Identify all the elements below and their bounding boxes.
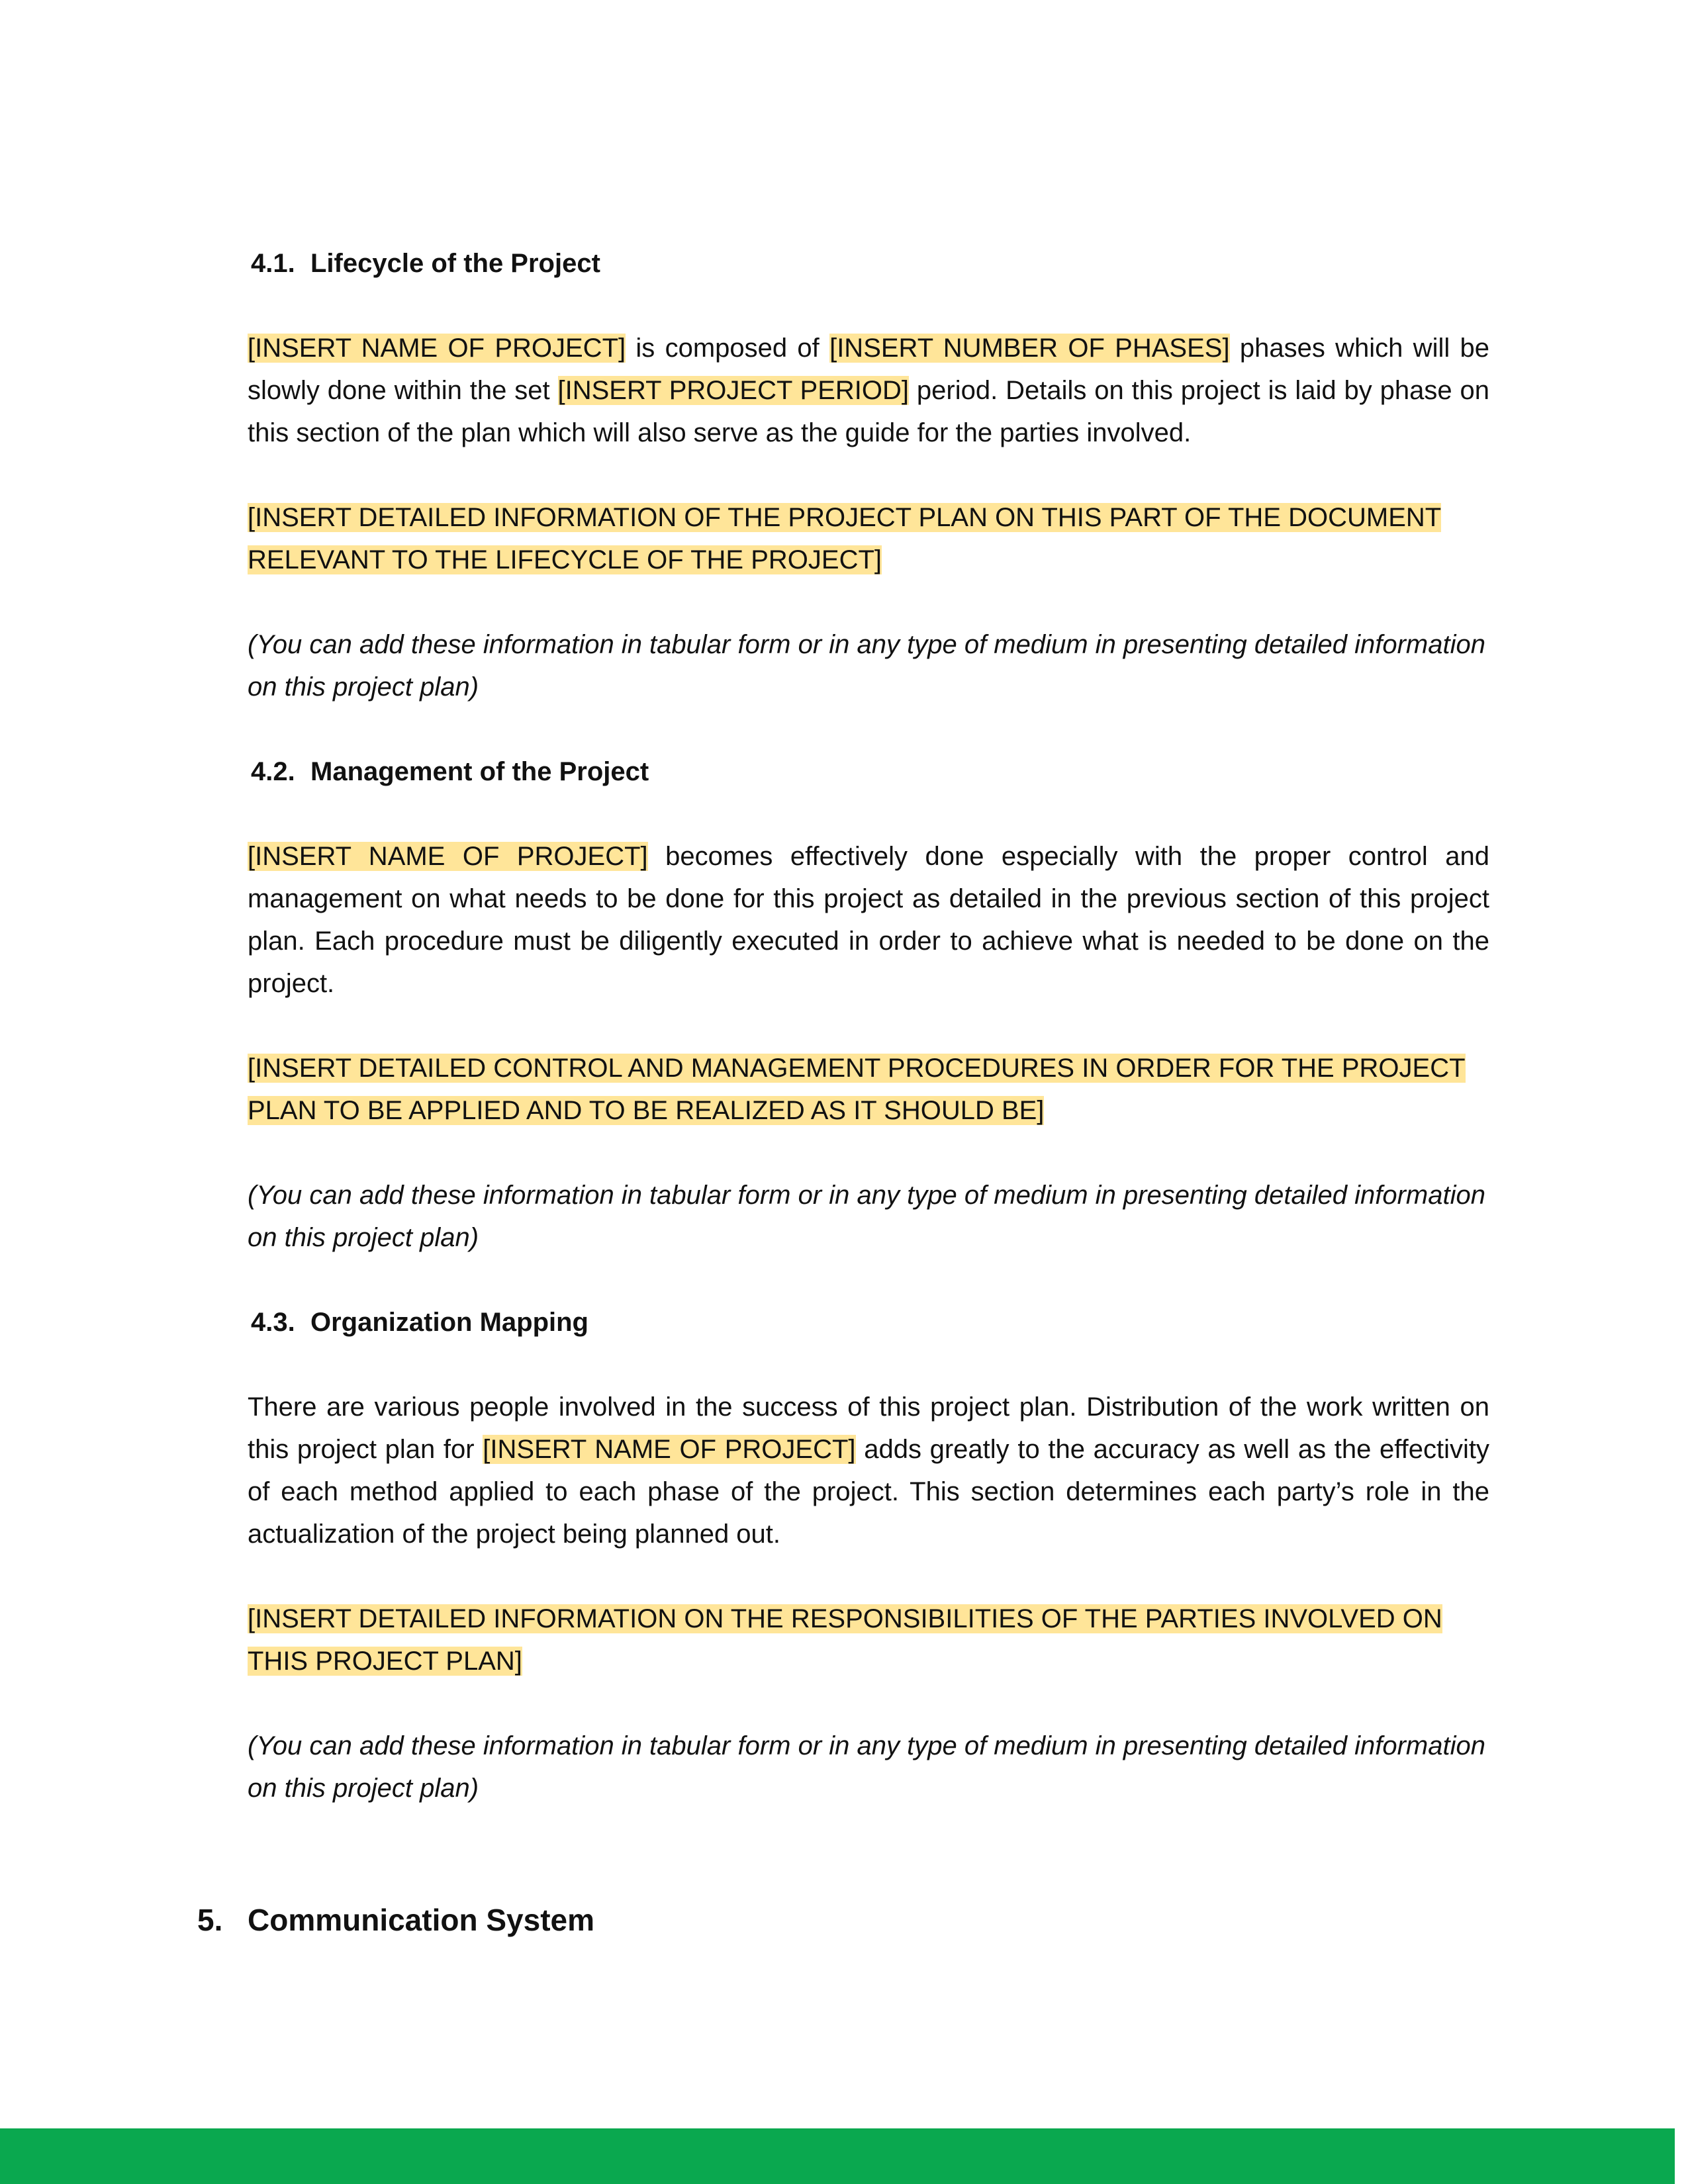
heading-management bbox=[251, 751, 1489, 793]
management-placeholder-block bbox=[248, 1047, 1489, 1132]
paragraph-text: There are various people involved in the success of this project plan. Distribution of the work written on this project plan for bbox=[248, 1392, 1489, 1464]
paragraph-text: becomes effectively done especially with the proper control and management on what needs to be done for this project as detailed in the previous section of this project plan. Each procedure must be diligently executed in order to achieve what is needed to be done on the project. bbox=[248, 842, 1489, 998]
placeholder-responsibilities: [INSERT DETAILED INFORMATION ON THE RESPONSIBILITIES OF THE PARTIES INVOLVED ON THIS PROJECT PLAN] bbox=[248, 1604, 1442, 1676]
placeholder-lifecycle-details: [INSERT DETAILED INFORMATION OF THE PROJECT PLAN ON THIS PART OF THE DOCUMENT RELEVANT TO THE LIFECYCLE OF THE PROJECT] bbox=[248, 503, 1442, 574]
organization-paragraph bbox=[248, 1386, 1489, 1555]
heading-number: 5. bbox=[197, 1903, 223, 1937]
heading-title: Management of the Project bbox=[310, 757, 649, 786]
organization-placeholder-block bbox=[248, 1598, 1489, 1682]
lifecycle-paragraph bbox=[248, 327, 1489, 454]
heading-number: 4.1. bbox=[251, 249, 295, 278]
heading-organization-mapping bbox=[251, 1301, 1489, 1343]
lifecycle-placeholder-block bbox=[248, 496, 1489, 581]
paragraph-text: phases which will be slowly done within the set bbox=[248, 334, 1490, 405]
organization-note: (You can add these information in tabular form or in any type of medium in presenting detailed information on this project plan) bbox=[248, 1731, 1485, 1803]
heading-title: Organization Mapping bbox=[310, 1308, 588, 1337]
placeholder-project-period: [INSERT PROJECT PERIOD] bbox=[557, 376, 910, 405]
paragraph-text: is composed of bbox=[626, 334, 830, 363]
heading-number: 4.3. bbox=[251, 1308, 295, 1337]
heading-title: Lifecycle of the Project bbox=[310, 249, 600, 278]
footer-bar bbox=[0, 2128, 1675, 2184]
heading-lifecycle bbox=[251, 242, 1489, 285]
management-note: (You can add these information in tabular form or in any type of medium in presenting detailed information on this project plan) bbox=[248, 1181, 1485, 1252]
heading-title: Communication System bbox=[248, 1903, 594, 1937]
paragraph-text: adds greatly to the accuracy as well as the effectivity of each method applied to each phase of the project. This section determines each party’s role in the actualization of the project being planned out. bbox=[248, 1435, 1490, 1549]
paragraph-text: period. Details on this project is laid by phase on this section of the plan which will also serve as the guide for the parties involved. bbox=[248, 376, 1490, 447]
placeholder-project-name: [INSERT NAME OF PROJECT] bbox=[483, 1435, 856, 1464]
placeholder-management-procedures: [INSERT DETAILED CONTROL AND MANAGEMENT PROCEDURES IN ORDER FOR THE PROJECT PLAN TO BE APPLIED AND TO BE REALIZED AS IT SHOULD BE] bbox=[248, 1054, 1466, 1125]
management-paragraph bbox=[248, 835, 1489, 1005]
lifecycle-note: (You can add these information in tabular form or in any type of medium in presenting detailed information on this project plan) bbox=[248, 630, 1485, 702]
heading-communication-system bbox=[197, 1897, 594, 1943]
placeholder-project-name: [INSERT NAME OF PROJECT] bbox=[248, 334, 626, 363]
heading-number: 4.2. bbox=[251, 757, 295, 786]
placeholder-number-of-phases: [INSERT NUMBER OF PHASES] bbox=[829, 334, 1230, 363]
page-content bbox=[248, 242, 1489, 1852]
placeholder-project-name: [INSERT NAME OF PROJECT] bbox=[248, 842, 648, 871]
